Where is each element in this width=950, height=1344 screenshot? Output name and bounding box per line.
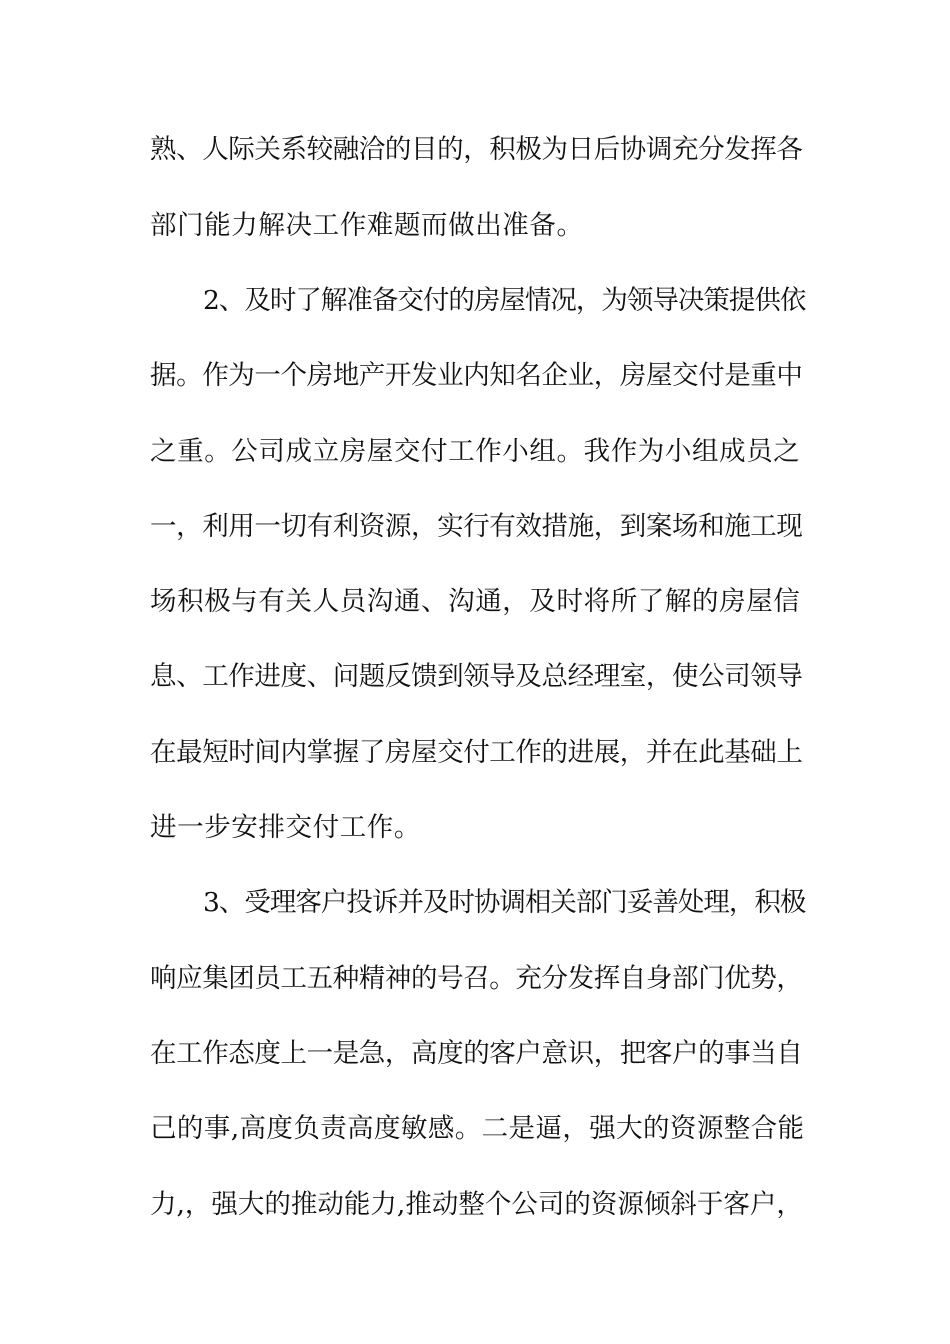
- text-line: 一，利用一切有利资源，实行有效措施，到案场和施工现: [150, 511, 803, 542]
- text-line: 进一步安排交付工作。: [150, 812, 421, 843]
- text-line: 响应集团员工五种精神的号召。充分发挥自身部门优势，: [150, 963, 803, 994]
- text-line: 力,，强大的推动能力,推动整个公司的资源倾斜于客户，: [150, 1189, 803, 1220]
- text-line: 场积极与有关人员沟通、沟通，及时将所了解的房屋信: [150, 586, 801, 617]
- text-line: 息、工作进度、问题反馈到领导及总经理室，使公司领导: [150, 661, 803, 692]
- text-line: 在最短时间内掌握了房屋交付工作的进展，并在此基础上: [150, 737, 803, 768]
- text-line: 据。作为一个房地产开发业内知名企业，房屋交付是重中: [150, 360, 803, 391]
- paragraph-start-line: 2、及时了解准备交付的房屋情况，为领导决策提供依: [203, 285, 806, 316]
- paragraph-start-line: 3、受理客户投诉并及时协调相关部门妥善处理，积极: [203, 887, 806, 918]
- text-line: 之重。公司成立房屋交付工作小组。我作为小组成员之: [150, 436, 801, 467]
- text-line: 部门能力解决工作难题而做出准备。: [150, 210, 584, 241]
- text-line: 熟、人际关系较融洽的目的，积极为日后协调充分发挥各: [150, 134, 803, 165]
- text-line: 在工作态度上一是急，高度的客户意识，把客户的事当自: [150, 1038, 803, 1069]
- text-line: 己的事,高度负责高度敏感。二是逼，强大的资源整合能: [150, 1113, 805, 1144]
